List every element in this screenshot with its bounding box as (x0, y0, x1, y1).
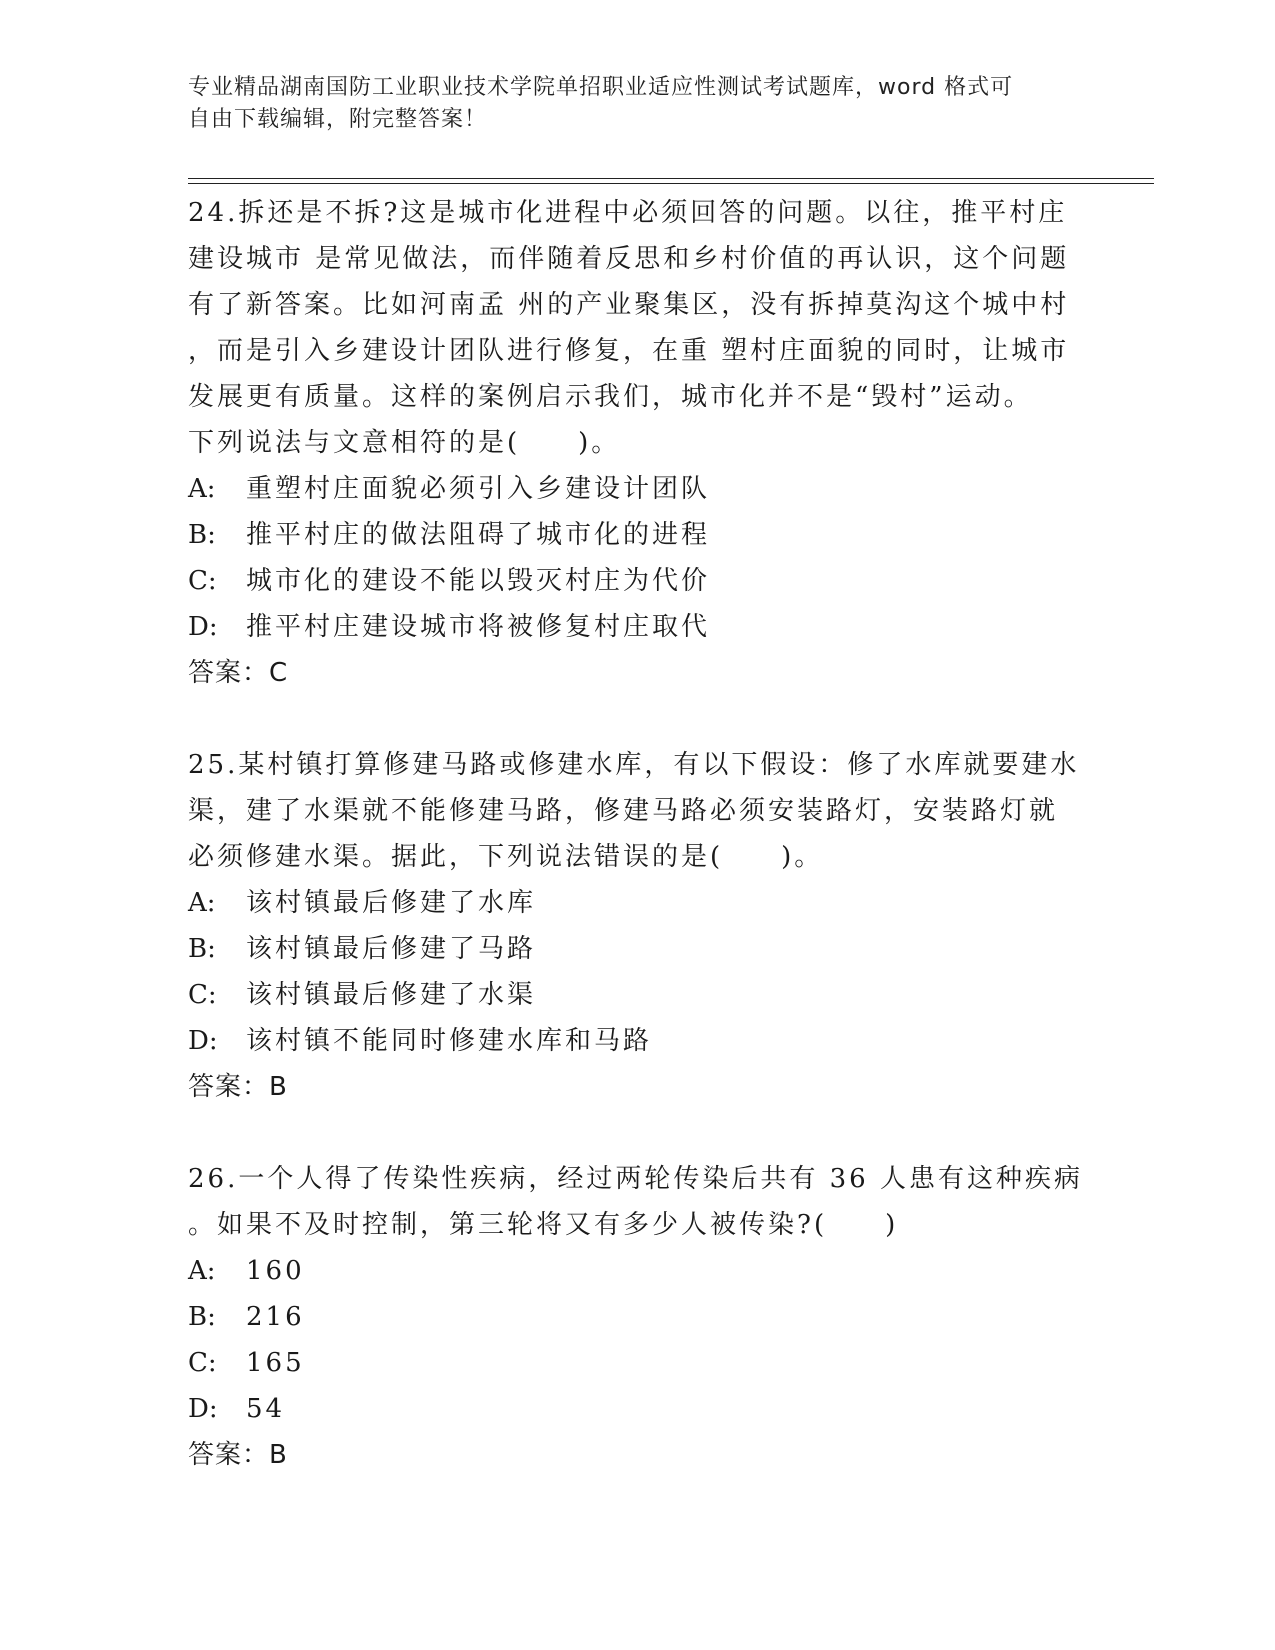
option-letter: B: (188, 520, 216, 550)
option-letter: A: (188, 1256, 216, 1286)
answer-line: 答案：B (188, 1440, 288, 1470)
question-25 (188, 742, 1088, 1110)
option-text: 165 (246, 1348, 305, 1378)
question-text-line: 发展更有质量。这样的案例启示我们，城市化并不是“毁村”运动。 (188, 382, 1033, 412)
option-letter: D: (188, 1394, 218, 1424)
option-c (188, 558, 1088, 604)
option-text: 该村镇最后修建了水库 (246, 888, 537, 918)
answer-line: 答案：C (188, 658, 289, 688)
answer-line: 答案：B (188, 1072, 288, 1102)
header-line-1: 专业精品湖南国防工业职业技术学院单招职业适应性测试考试题库，word 格式可 (188, 75, 1014, 100)
document-header (188, 72, 1068, 136)
question-text-line: 24.拆还是不拆?这是城市化进程中必须回答的问题。以往，推平村庄 (188, 198, 1068, 228)
question-26 (188, 1156, 1088, 1478)
option-text: 重塑村庄面貌必须引入乡建设计团队 (246, 474, 711, 504)
option-text: 该村镇不能同时修建水库和马路 (246, 1026, 653, 1056)
header-divider-bottom (188, 183, 1154, 184)
question-text-line: 渠，建了水渠就不能修建马路，修建马路必须安装路灯，安装路灯就 (188, 796, 1059, 826)
option-a (188, 1248, 1088, 1294)
question-spacer (188, 696, 1088, 742)
option-d (188, 1018, 1088, 1064)
option-text: 推平村庄的做法阻碍了城市化的进程 (246, 520, 711, 550)
question-text-line: 必须修建水渠。据此，下列说法错误的是( )。 (188, 842, 824, 872)
option-b (188, 512, 1088, 558)
option-text: 160 (246, 1256, 305, 1286)
option-c (188, 1340, 1088, 1386)
option-letter: A: (188, 888, 216, 918)
option-letter: D: (188, 1026, 218, 1056)
question-text-line: 26.一个人得了传染性疾病，经过两轮传染后共有 36 人患有这种疾病 (188, 1164, 1083, 1194)
option-b (188, 1294, 1088, 1340)
option-a (188, 466, 1088, 512)
question-text-line: 有了新答案。比如河南孟 州的产业聚集区，没有拆掉莫沟这个城中村 (188, 290, 1070, 320)
option-b (188, 926, 1088, 972)
header-line-2: 自由下载编辑，附完整答案！ (188, 107, 488, 132)
option-letter: B: (188, 1302, 216, 1332)
option-c (188, 972, 1088, 1018)
option-letter: D: (188, 612, 218, 642)
option-d (188, 604, 1088, 650)
option-letter: C: (188, 980, 217, 1010)
question-list (188, 190, 1088, 1478)
option-letter: B: (188, 934, 216, 964)
question-spacer (188, 1110, 1088, 1156)
question-text-line: 建设城市 是常见做法，而伴随着反思和乡村价值的再认识，这个问题 (188, 244, 1070, 274)
option-letter: C: (188, 1348, 217, 1378)
option-letter: C: (188, 566, 217, 596)
header-divider-top (188, 178, 1154, 179)
option-text: 该村镇最后修建了马路 (246, 934, 537, 964)
option-text: 该村镇最后修建了水渠 (246, 980, 537, 1010)
question-text-line: 下列说法与文意相符的是( )。 (188, 428, 621, 458)
option-text: 城市化的建设不能以毁灭村庄为代价 (246, 566, 711, 596)
option-text: 216 (246, 1302, 305, 1332)
question-text-line: 25.某村镇打算修建马路或修建水库，有以下假设：修了水库就要建水 (188, 750, 1080, 780)
option-a (188, 880, 1088, 926)
option-d (188, 1386, 1088, 1432)
question-text-line: ，而是引入乡建设计团队进行修复，在重 塑村庄面貌的同时，让城市 (188, 336, 1070, 366)
question-24 (188, 190, 1088, 696)
option-letter: A: (188, 474, 216, 504)
option-text: 推平村庄建设城市将被修复村庄取代 (246, 612, 711, 642)
question-text-line: 。如果不及时控制，第三轮将又有多少人被传染?( ) (188, 1210, 899, 1240)
option-text: 54 (246, 1394, 286, 1424)
